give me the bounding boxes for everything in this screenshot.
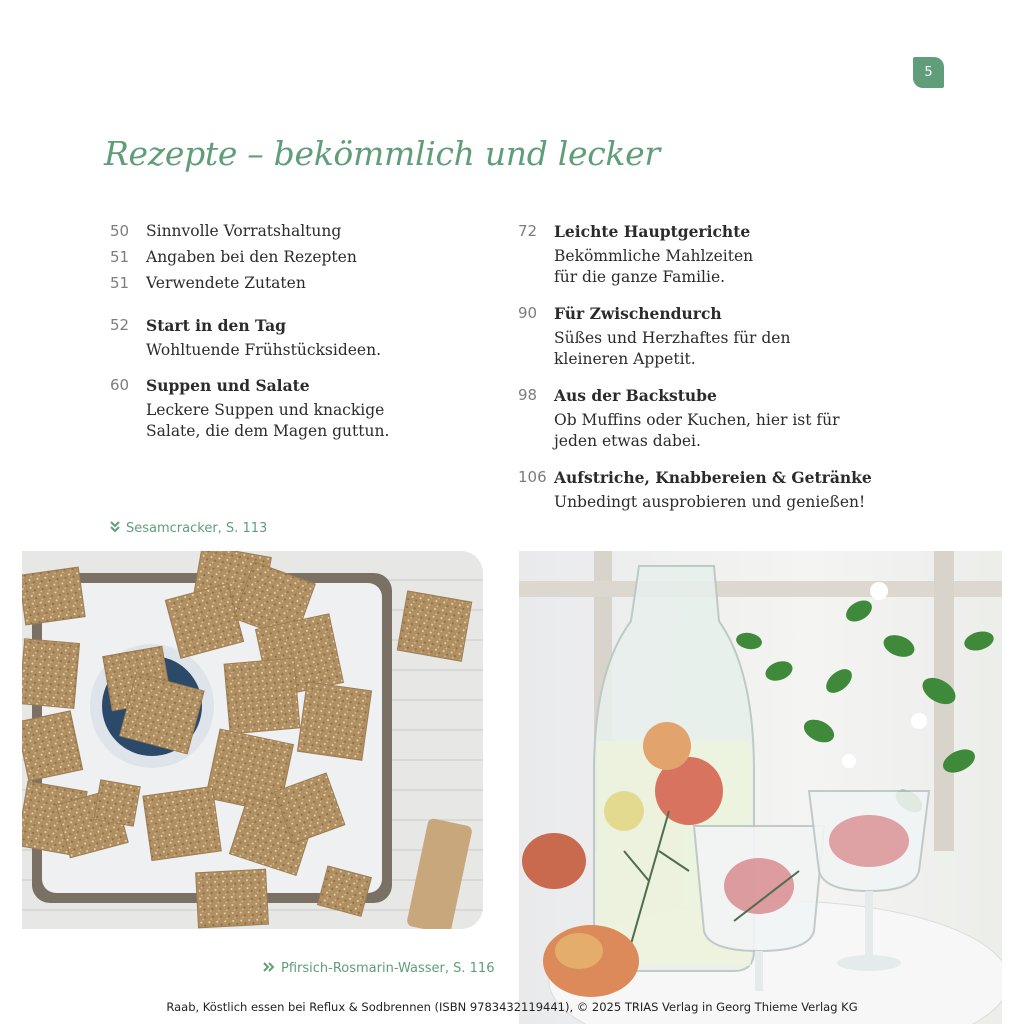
toc-section-entry[interactable] [518, 467, 918, 513]
toc-page-number: 60 [110, 376, 130, 394]
toc-page-number: 72 [518, 222, 538, 240]
toc-entry-title: Verwendete Zutaten [146, 274, 306, 292]
toc-section-title: Aus der Backstube [554, 386, 717, 405]
toc-section-entry[interactable] [110, 315, 500, 361]
caption-water-text: Pfirsich-Rosmarin-Wasser, S. 116 [281, 961, 495, 976]
toc-entry[interactable] [110, 247, 500, 268]
page-number-badge: 5 [913, 57, 944, 88]
toc-entry-title: Angaben bei den Rezepten [146, 248, 357, 266]
toc-section-description: Bekömmliche Mahlzeiten für die ganze Familie. [554, 247, 754, 286]
toc-section-description: Leckere Suppen und knackige Salate, die dem Magen guttun. [146, 401, 390, 440]
toc-section-description: Ob Muffins oder Kuchen, hier ist für jeden etwas dabei. [554, 411, 840, 450]
caption-crackers[interactable] [110, 521, 267, 536]
toc-section-entry[interactable] [518, 221, 918, 288]
toc-page-number: 51 [110, 248, 130, 266]
toc-section-title: Start in den Tag [146, 316, 286, 335]
toc-entry[interactable] [110, 221, 500, 242]
toc-page-number: 52 [110, 316, 130, 334]
section-title: Rezepte – bekömmlich und lecker [104, 134, 660, 173]
footer-copyright: Raab, Köstlich essen bei Reflux & Sodbrennen (ISBN 9783432119441), © 2025 TRIAS Verlag in Georg Thieme Verlag KG [166, 1000, 858, 1014]
toc-page-number: 98 [518, 386, 538, 404]
toc-section-title: Für Zwischendurch [554, 304, 722, 323]
toc-section-entry[interactable] [518, 385, 918, 452]
caption-crackers-text: Sesamcracker, S. 113 [126, 521, 268, 536]
toc-section-description: Unbedingt ausprobieren und genießen! [554, 493, 866, 511]
toc-page-number: 51 [110, 274, 130, 292]
toc-entry[interactable] [110, 273, 500, 294]
toc-left-column [110, 221, 500, 456]
toc-section-title: Leichte Hauptgerichte [554, 222, 751, 241]
caption-water[interactable] [263, 961, 494, 976]
toc-section-description: Süßes und Herzhaftes für den kleineren Appetit. [554, 329, 791, 368]
toc-section-entry[interactable] [518, 303, 918, 370]
chevron-down-double-icon [110, 521, 120, 536]
toc-section-title: Aufstriche, Knabbereien & Getränke [554, 468, 872, 487]
toc-page-number: 50 [110, 222, 130, 240]
peach-water-photo [519, 551, 1002, 1024]
toc-entry-title: Sinnvolle Vorratshaltung [146, 222, 342, 240]
toc-page-number: 106 [518, 468, 547, 486]
toc-section-entry[interactable] [110, 375, 500, 442]
toc-page-number: 90 [518, 304, 538, 322]
chevron-right-double-icon [263, 962, 275, 975]
toc-section-title: Suppen und Salate [146, 376, 310, 395]
crackers-photo [22, 551, 483, 929]
toc-right-column [518, 221, 918, 528]
toc-section-description: Wohltuende Frühstücksideen. [146, 341, 381, 359]
